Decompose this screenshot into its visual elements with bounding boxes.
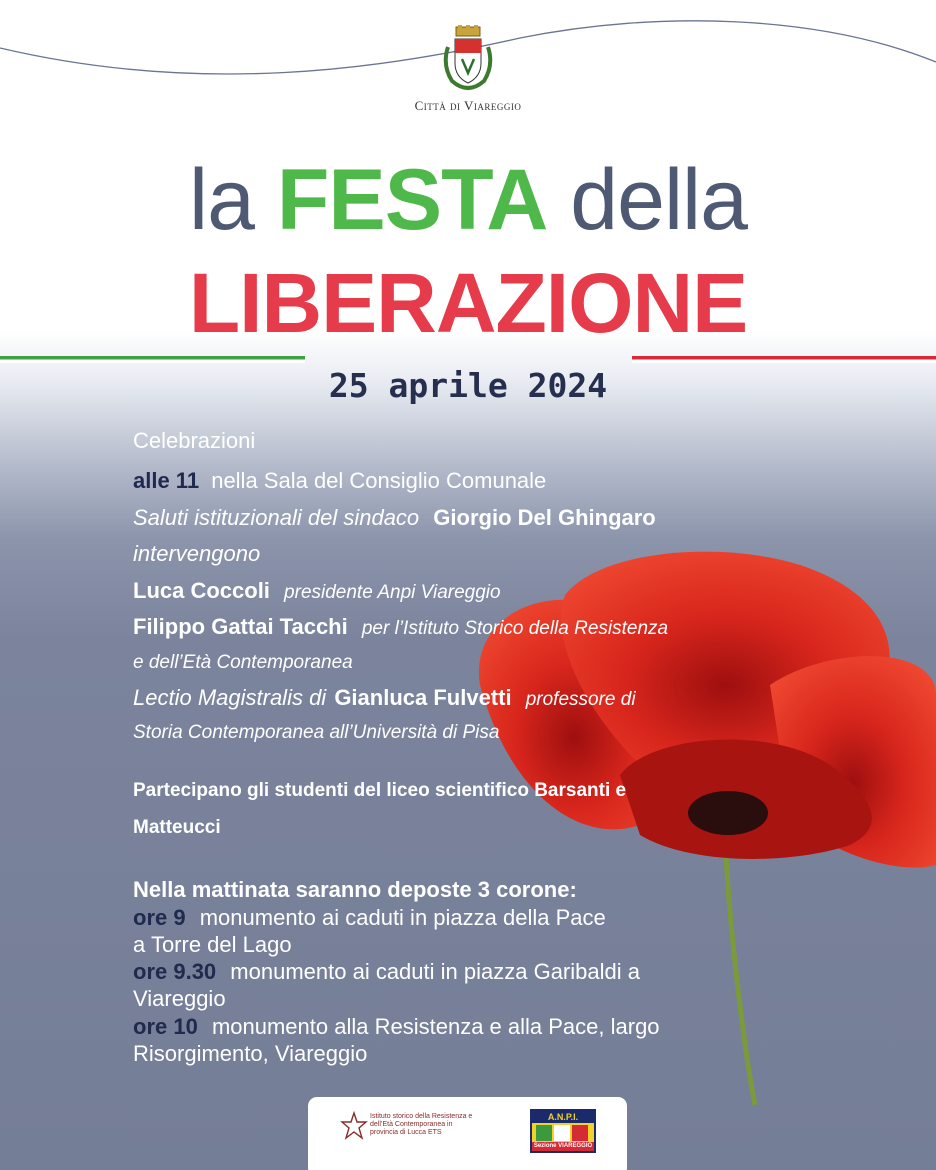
- wreath-2-line: [133, 959, 640, 985]
- speaker-2-role-cont: e dell’Età Contemporanea: [133, 652, 353, 673]
- lecturer-role-cont: Storia Contemporanea all’Università di Pisa: [133, 722, 500, 743]
- anpi-flag-green: [536, 1125, 552, 1141]
- speaker-2-name: Filippo Gattai Tacchi: [133, 614, 348, 639]
- lecturer-role: professore di: [525, 689, 636, 710]
- wreath-2-text: monumento ai caduti in piazza Garibaldi a: [230, 959, 640, 984]
- speakers-label: intervengono: [133, 541, 261, 566]
- students-line-1: Partecipano gli studenti del liceo scientifico Barsanti e: [133, 780, 627, 801]
- wreath-2-text-cont: Viareggio: [133, 986, 226, 1011]
- anpi-logo-bottom: Sezione VIAREGGIO: [533, 1143, 593, 1149]
- city-crest-icon: [440, 25, 496, 93]
- flag-stripe-green: [0, 356, 305, 363]
- speaker-1-line: [133, 578, 501, 604]
- title-word-la: la: [189, 152, 254, 248]
- speaker-1-name: Luca Coccoli: [133, 578, 270, 603]
- wreath-3-text: monumento alla Resistenza e alla Pace, largo: [211, 1014, 660, 1039]
- lecturer-name: Gianluca Fulvetti: [334, 685, 512, 710]
- speaker-1-role: presidente Anpi Viareggio: [284, 582, 501, 603]
- time-label: alle 11: [133, 468, 200, 493]
- program-heading: Celebrazioni: [133, 428, 256, 453]
- title-word-della: della: [570, 152, 747, 248]
- wreath-3-line: [133, 1014, 660, 1040]
- program-line-greetings: [133, 505, 656, 531]
- title-line-2: LIBERAZIONE: [188, 256, 748, 350]
- wreath-1-line: [133, 905, 606, 931]
- students-line-2: Matteucci: [133, 817, 221, 838]
- wreath-2-time: ore 9.30: [133, 959, 217, 984]
- flag-stripe-red: [632, 356, 936, 363]
- anpi-flag-white: [554, 1125, 570, 1141]
- event-date: 25 aprile 2024: [328, 366, 608, 405]
- title-word-festa: FESTA: [276, 152, 548, 248]
- wreath-3-text-cont: Risorgimento, Viareggio: [133, 1041, 368, 1066]
- wreath-3-time: ore 10: [133, 1014, 198, 1039]
- anpi-logo: [530, 1109, 596, 1153]
- wreath-1-time: ore 9: [133, 905, 186, 930]
- logos-box: [308, 1097, 627, 1170]
- city-name: Città di Viareggio: [414, 98, 522, 113]
- speaker-2-role: per l’Istituto Storico della Resistenza: [361, 618, 669, 639]
- program-line-venue: [133, 468, 546, 494]
- istituto-logo-text: Istituto storico della Resistenza e dell’Età Contemporanea in provincia di Lucca ETS: [370, 1113, 473, 1136]
- mayor-name: Giorgio Del Ghingaro: [433, 505, 656, 530]
- venue-text: nella Sala del Consiglio Comunale: [211, 468, 547, 493]
- anpi-flag-red: [572, 1125, 588, 1141]
- istituto-star-icon: [340, 1111, 368, 1141]
- lectio-line: [133, 685, 636, 711]
- speaker-2-line: [133, 614, 668, 640]
- wreaths-heading: Nella mattinata saranno deposte 3 corone:: [133, 877, 577, 902]
- title-line-1: [0, 150, 936, 250]
- wreath-1-text: monumento ai caduti in piazza della Pace: [199, 905, 606, 930]
- greetings-label: Saluti istituzionali del sindaco: [133, 505, 420, 530]
- wreath-1-text-cont: a Torre del Lago: [133, 932, 292, 957]
- anpi-logo-top: A.N.P.I.: [532, 1111, 594, 1123]
- lectio-label: Lectio Magistralis di: [133, 685, 327, 710]
